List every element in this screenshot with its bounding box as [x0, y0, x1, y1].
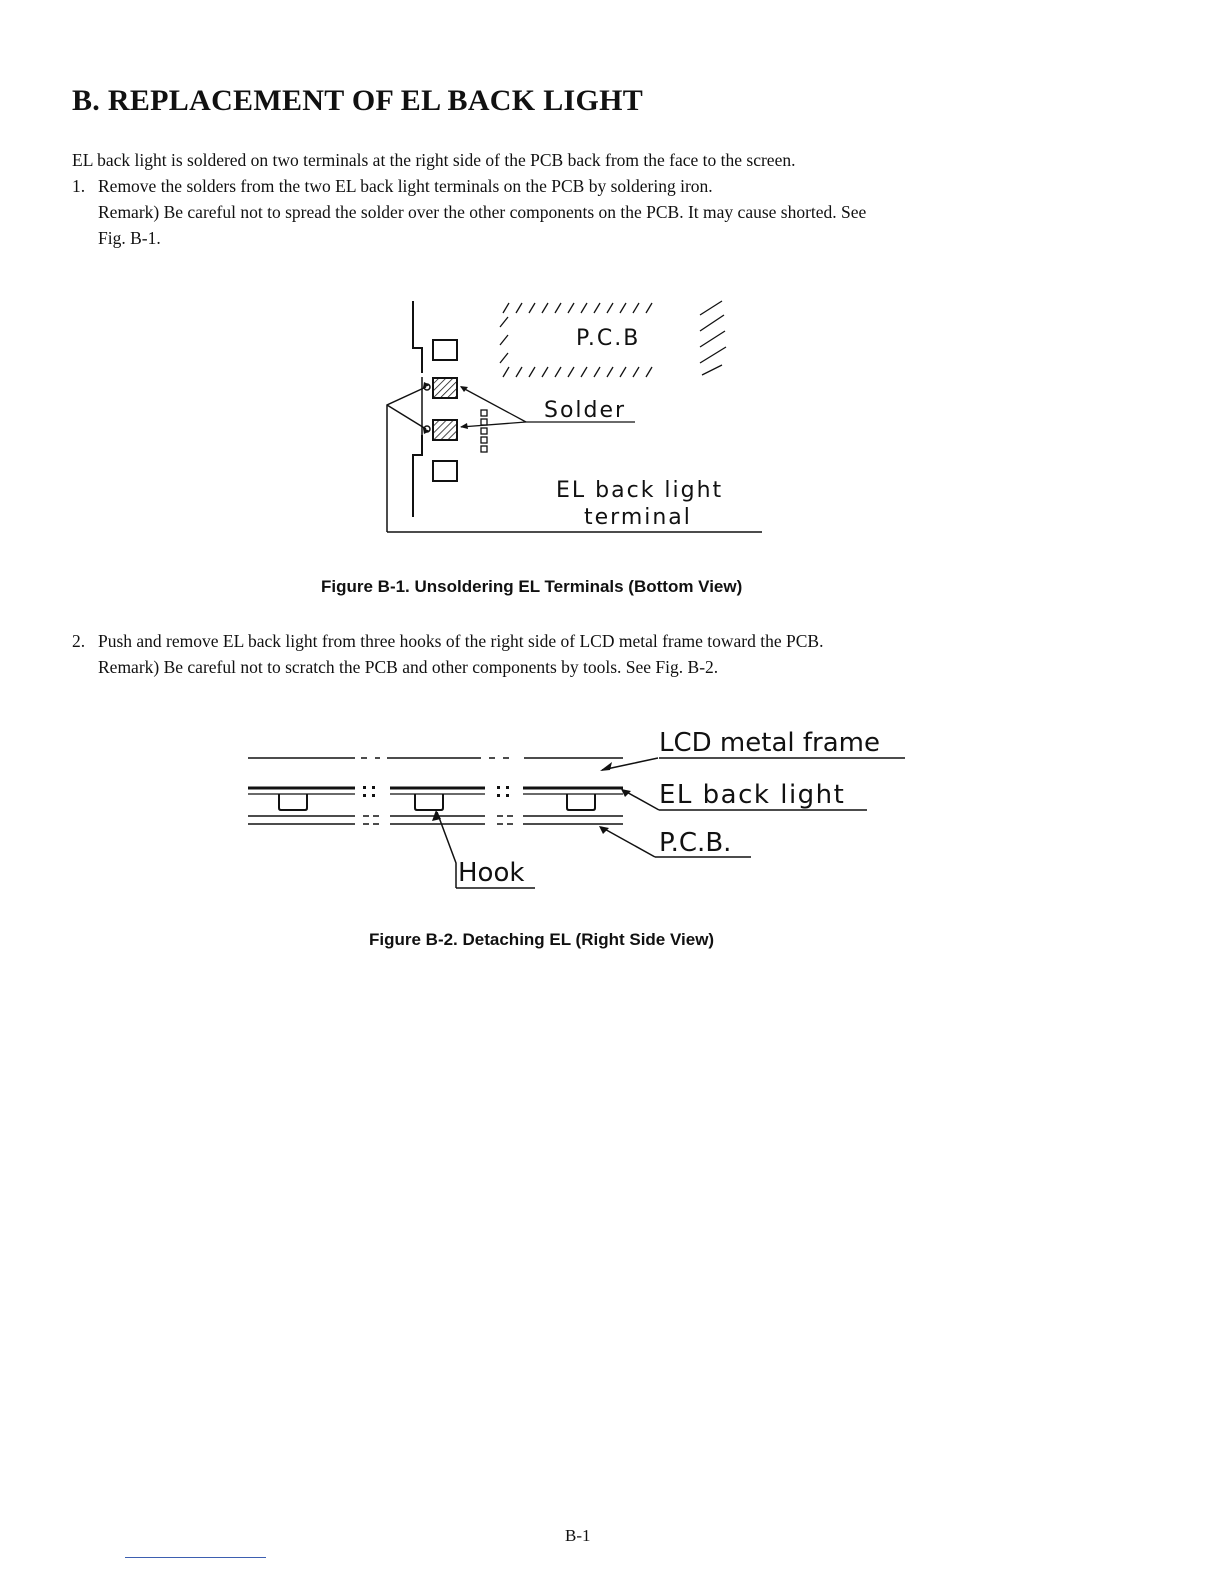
pcb-edge-outline	[413, 301, 422, 517]
figure-b2-label-hook: Hook	[458, 858, 525, 888]
step-1-text: Remove the solders from the two EL back light terminals on the PCB by soldering iron.	[98, 176, 713, 196]
figure-b1-label-terminal-2: terminal	[584, 505, 692, 530]
step-2-number: 2.	[72, 631, 86, 651]
figure-b1-label-terminal-1: EL back light	[556, 478, 724, 503]
step-1-number: 1.	[72, 176, 86, 196]
terminal-pad-top	[433, 340, 457, 360]
el-backlight-strip	[248, 788, 623, 794]
figure-b1-diagram	[380, 295, 780, 545]
step-2-remark: Remark) Be careful not to scratch the PCB and other components by tools. See Fig. B-2.	[98, 657, 719, 677]
hook-shapes	[279, 794, 595, 810]
figure-b1-label-pcb: P.C.B	[576, 326, 641, 351]
solder-pad-1	[433, 378, 457, 398]
figure-b2-label-frame: LCD metal frame	[659, 728, 880, 758]
solder-pad-2	[433, 420, 457, 440]
arrowhead-frame	[600, 762, 612, 771]
figure-b2-label-backlight: EL back light	[659, 780, 846, 810]
page-title: B. REPLACEMENT OF EL BACK LIGHT	[72, 84, 644, 117]
figure-b2-label-pcb: P.C.B.	[659, 828, 732, 858]
intro-paragraph: EL back light is soldered on two terminals at the right side of the PCB back from the face to the screen.	[72, 150, 796, 170]
figure-b2-caption: Figure B-2. Detaching EL (Right Side View)	[369, 930, 715, 949]
footer-rule	[125, 1557, 266, 1558]
step-1-remark: Remark) Be careful not to spread the solder over the other components on the PCB. It may cause shorted. See	[98, 202, 867, 222]
terminal-pad-bottom	[433, 461, 457, 481]
page-number: B-1	[565, 1526, 591, 1545]
figure-b1-label-solder: Solder	[544, 398, 627, 423]
figure-b2-diagram	[245, 720, 925, 895]
step-1-remark-cont: Fig. B-1.	[98, 228, 161, 248]
small-components	[481, 410, 487, 452]
step-2-text: Push and remove EL back light from three hooks of the right side of LCD metal frame toward the PCB.	[98, 631, 824, 651]
figure-b1-caption: Figure B-1. Unsoldering EL Terminals (Bottom View)	[321, 577, 743, 596]
